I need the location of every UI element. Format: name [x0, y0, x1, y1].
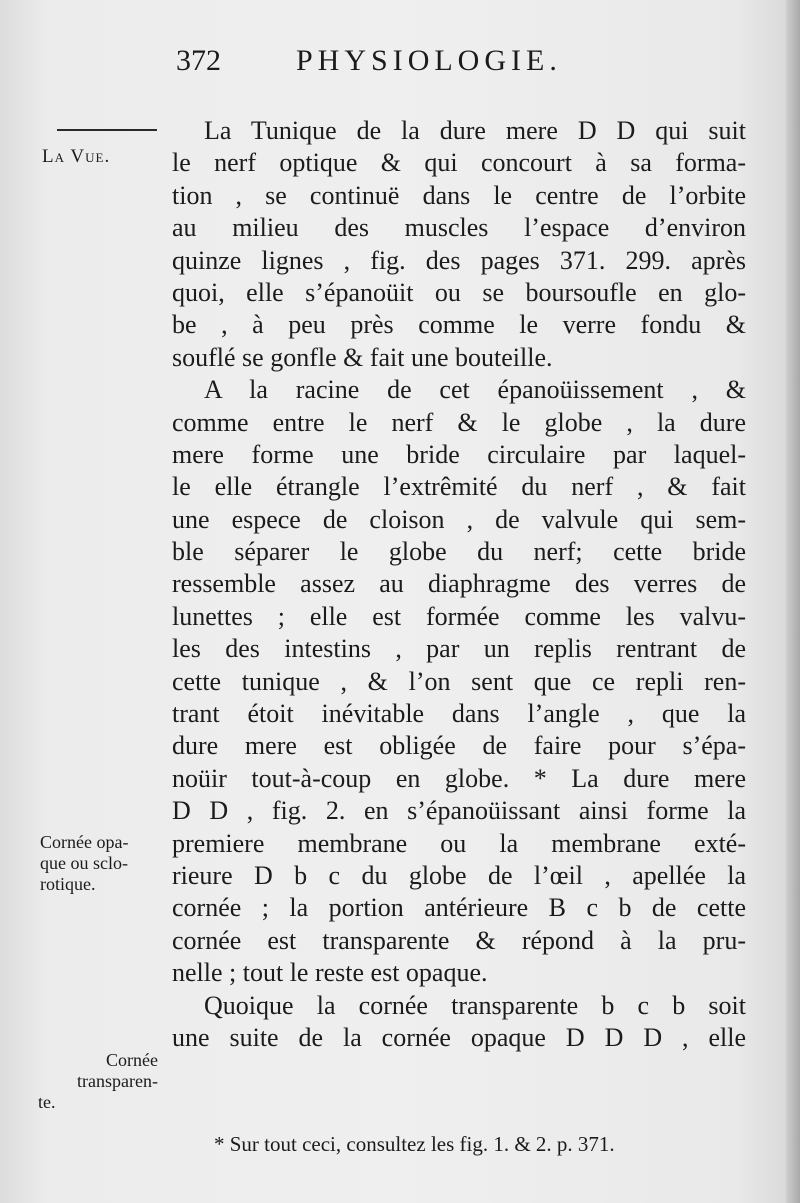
margin-note-cornee-transparente: [38, 1050, 158, 1113]
text-line: quoi, elle s’épanoüit ou se boursoufle en glo-: [172, 277, 746, 307]
text-line: Quoique la cornée transparente b c b soit: [204, 990, 746, 1020]
margin-note-line: transparen-: [77, 1071, 158, 1091]
text-line: ressemble assez au diaphragme des verres de: [172, 569, 746, 599]
text-line: mere forme une bride circulaire par laquel-: [172, 439, 746, 469]
text-line: une espece de cloison , de valvule qui sem-: [172, 504, 746, 534]
margin-rule: [57, 129, 157, 131]
text-line: les des intestins , par un replis rentrant de: [172, 634, 746, 664]
page-number: 372: [176, 44, 221, 77]
text-line: premiere membrane ou la membrane exté-: [172, 828, 746, 858]
margin-note-line: te.: [38, 1092, 56, 1112]
text-line: cornée est transparente & répond à la pru-: [172, 925, 746, 955]
margin-note-line: Cornée opa-: [40, 832, 129, 852]
running-head: [176, 44, 626, 84]
margin-note-line: Cornée: [106, 1050, 158, 1070]
text-line: trant étoit inévitable dans l’angle , que la: [172, 699, 746, 729]
text-line: dure mere est obligée de faire pour s’épa-: [172, 731, 746, 761]
text-line: ble séparer le globe du nerf; cette bride: [172, 537, 746, 567]
text-line: quinze lignes , fig. des pages 371. 299. après: [172, 245, 746, 275]
text-line: cornée ; la portion antérieure B c b de cette: [172, 893, 746, 923]
text-line: tion , se continuë dans le centre de l’orbite: [172, 180, 746, 210]
text-line: le nerf optique & qui concourt à sa forma-: [172, 148, 746, 178]
text-line: A la racine de cet épanoüissement , &: [204, 375, 746, 405]
text-line: souflé se gonfle & fait une bouteille.: [172, 342, 553, 372]
margin-note-line: que ou sclo-: [40, 853, 128, 873]
text-line: be , à peu près comme le verre fondu &: [172, 310, 746, 340]
text-line: La Tunique de la dure mere D D qui suit: [204, 116, 746, 145]
text-line: noüir tout-à-coup en globe. * La dure mere: [172, 763, 746, 793]
margin-section-title: La Vue.: [42, 146, 111, 167]
margin-note-line: rotique.: [40, 874, 96, 894]
page-edge-shadow: [786, 0, 800, 1203]
footnote: * Sur tout ceci, consultez les fig. 1. & 2. p. 371.: [214, 1132, 615, 1156]
text-line: le elle étrangle l’extrêmité du nerf , & fait: [172, 472, 746, 502]
page-title: PHYSIOLOGIE.: [296, 44, 562, 77]
text-line: cette tunique , & l’on sent que ce repli ren-: [172, 666, 746, 696]
text-line: une suite de la cornée opaque D D D , elle: [172, 1022, 746, 1052]
text-line: au milieu des muscles l’espace d’environ: [172, 213, 746, 243]
text-line: comme entre le nerf & le globe , la dure: [172, 407, 746, 437]
text-line: lunettes ; elle est formée comme les valvu-: [172, 601, 746, 631]
text-line: rieure D b c du globe de l’œil , apellée la: [172, 860, 746, 890]
text-line: nelle ; tout le reste est opaque.: [172, 958, 488, 988]
text-line: D D , fig. 2. en s’épanoüissant ainsi forme la: [172, 796, 746, 826]
body-text: [172, 115, 746, 1054]
margin-note-cornee-opaque: [40, 832, 158, 895]
